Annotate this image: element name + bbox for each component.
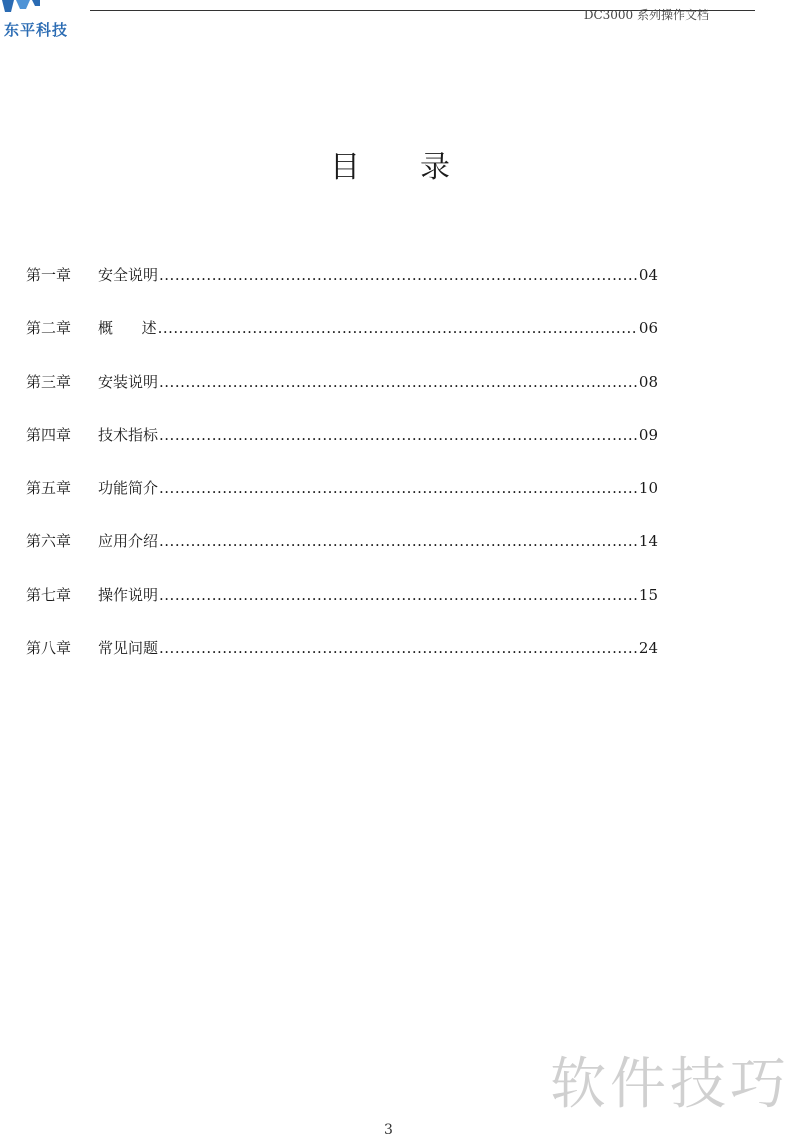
- watermark: 软件技巧: [550, 1052, 790, 1117]
- toc-chapter-label: 第三章: [26, 372, 72, 391]
- toc-page-number: 06: [638, 319, 658, 338]
- toc-topic: 功能简介: [98, 479, 159, 498]
- toc-chapter-label: 第八章: [26, 639, 72, 658]
- company-logo: [0, 0, 90, 40]
- toc-topic: 技术指标: [98, 425, 159, 444]
- toc-title: 目录: [330, 150, 510, 185]
- toc-page-number: 09: [638, 425, 658, 444]
- page-number: 3: [384, 1122, 393, 1138]
- toc-dot-leader: [159, 476, 638, 500]
- toc-page-number: 04: [638, 266, 658, 284]
- toc-topic: 安装说明: [98, 372, 159, 391]
- toc-entry[interactable]: [26, 529, 658, 582]
- logo-mark-icon: [0, 0, 40, 14]
- toc-entry[interactable]: [26, 370, 658, 423]
- toc-topic: 概 述: [98, 319, 157, 338]
- toc-page-number: 14: [638, 532, 658, 551]
- toc-chapter-label: 第七章: [26, 585, 72, 604]
- header-rule: [90, 8, 755, 22]
- toc-dot-leader: [159, 423, 638, 447]
- toc-entry[interactable]: [26, 636, 658, 689]
- toc-dot-leader: [158, 316, 638, 340]
- toc-page-number: 08: [638, 372, 658, 391]
- toc-chapter-label: 第一章: [26, 266, 72, 284]
- toc-topic: 常见问题: [98, 639, 159, 658]
- toc-dot-leader: [159, 529, 638, 553]
- toc-chapter-label: 第五章: [26, 479, 72, 498]
- toc-entry[interactable]: [26, 316, 658, 369]
- document-title: DC3000 系列操作文档: [583, 8, 709, 22]
- toc-entry[interactable]: [26, 263, 658, 316]
- toc-topic: 安全说明: [98, 266, 159, 284]
- toc-chapter-label: 第二章: [26, 319, 72, 338]
- toc-page-number: 24: [638, 639, 658, 658]
- toc-topic: 应用介绍: [98, 532, 159, 551]
- toc-dot-leader: [159, 636, 638, 660]
- toc-topic: 操作说明: [98, 585, 159, 604]
- toc-chapter-label: 第四章: [26, 425, 72, 444]
- toc-page-number: 15: [638, 585, 658, 604]
- toc-page-number: 10: [638, 479, 658, 498]
- toc-entry[interactable]: [26, 583, 658, 636]
- toc-chapter-label: 第六章: [26, 532, 72, 551]
- table-of-contents: [26, 263, 658, 689]
- toc-entry[interactable]: [26, 476, 658, 529]
- toc-dot-leader: [159, 263, 638, 287]
- toc-dot-leader: [159, 370, 638, 394]
- toc-entry[interactable]: [26, 423, 658, 476]
- toc-dot-leader: [159, 583, 638, 607]
- company-name: 东平科技: [4, 21, 69, 39]
